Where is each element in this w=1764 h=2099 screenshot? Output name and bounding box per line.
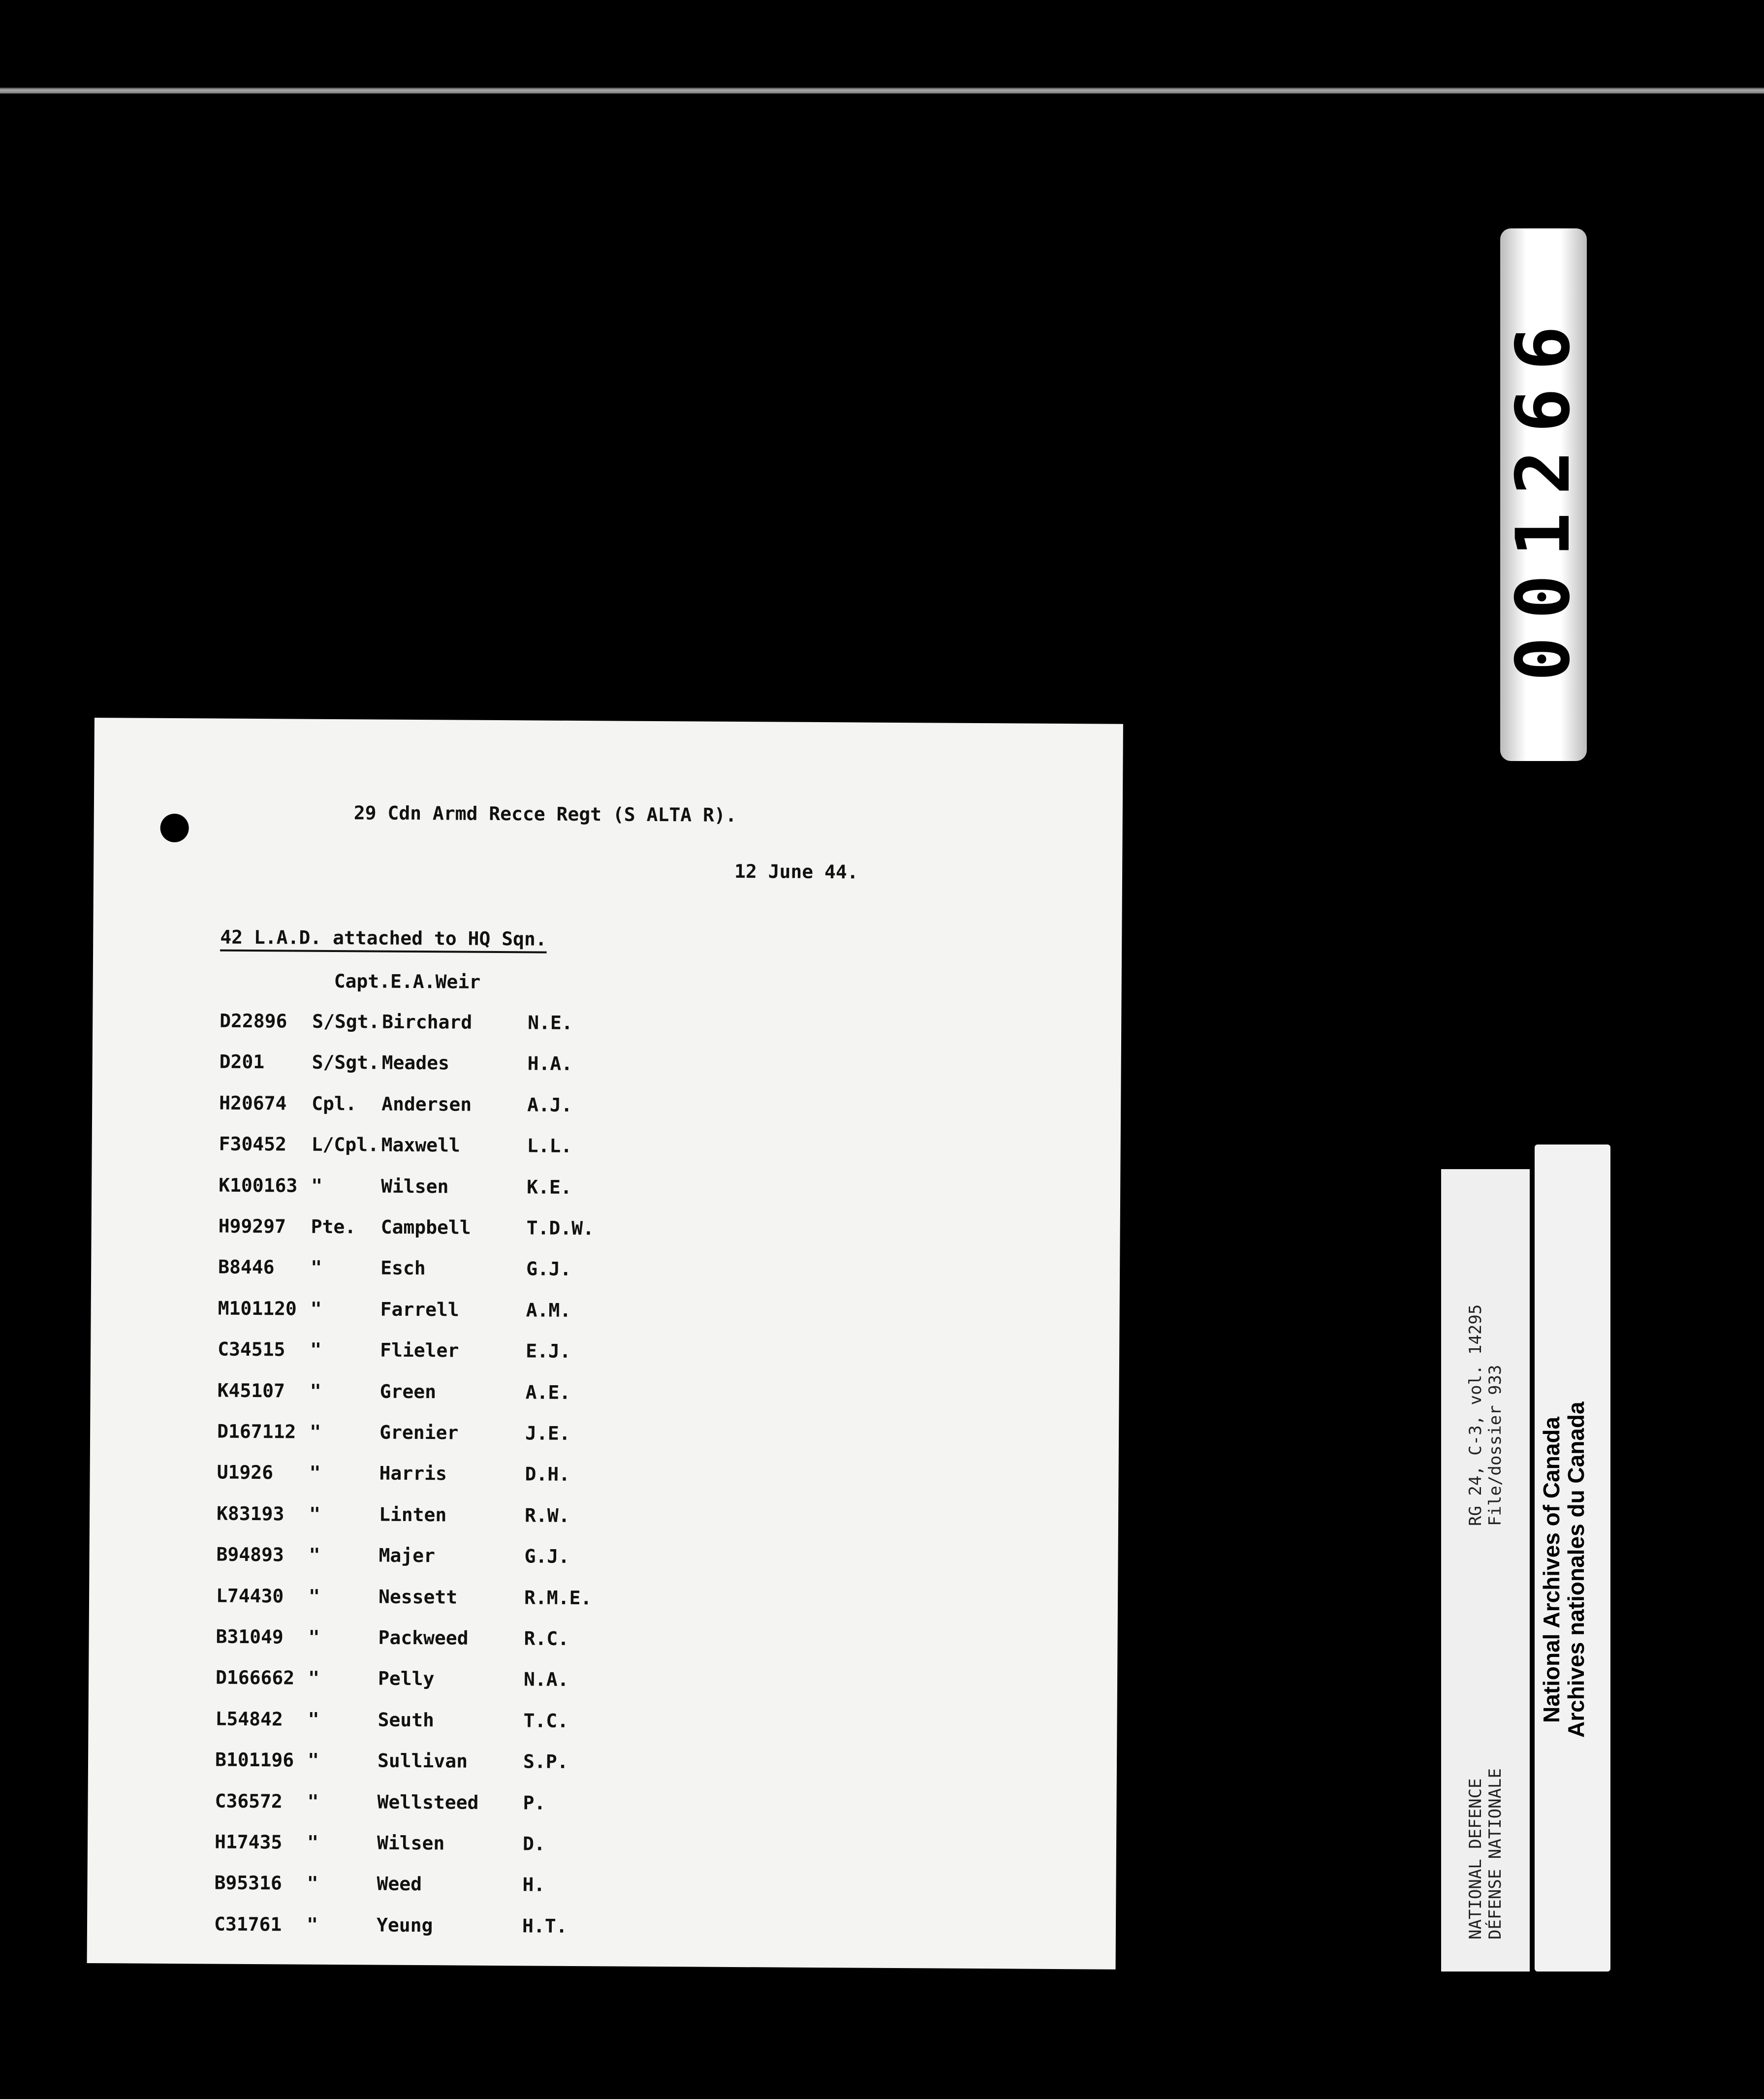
personnel-rank: " (310, 1421, 321, 1443)
personnel-number: K100163 (219, 1174, 298, 1197)
personnel-rank: " (308, 1708, 319, 1730)
personnel-number: U1926 (217, 1461, 274, 1484)
personnel-name: Nessett (378, 1586, 458, 1608)
personnel-initials: N.E. (528, 1012, 573, 1034)
personnel-initials: A.M. (526, 1299, 571, 1321)
personnel-initials: E.J. (526, 1340, 571, 1363)
personnel-initials: R.W. (524, 1504, 570, 1527)
film-edge-line (0, 88, 1764, 94)
personnel-name: Green (379, 1380, 437, 1402)
personnel-initials: D. (522, 1833, 545, 1855)
personnel-rank: Pte. (311, 1215, 356, 1238)
archives-name-fr: Archives nationales du Canada (1563, 1401, 1589, 1738)
personnel-initials: T.C. (523, 1710, 569, 1732)
personnel-number: L74430 (216, 1585, 284, 1607)
personnel-initials: R.M.E. (524, 1586, 592, 1609)
punch-hole (160, 814, 189, 842)
personnel-initials: A.E. (525, 1381, 571, 1403)
personnel-initials: T.D.W. (526, 1217, 595, 1240)
personnel-number: K83193 (216, 1502, 284, 1525)
personnel-initials: H.A. (527, 1052, 573, 1075)
personnel-name: Wilsen (381, 1175, 449, 1198)
personnel-initials: G.J. (526, 1258, 571, 1280)
personnel-name: Birchard (382, 1011, 472, 1033)
personnel-rank: " (311, 1175, 323, 1197)
personnel-number: B101196 (215, 1749, 294, 1771)
personnel-initials: D.H. (525, 1463, 570, 1486)
personnel-name: Esch (380, 1257, 426, 1279)
personnel-name: Seuth (378, 1709, 435, 1731)
personnel-initials: J.E. (525, 1422, 570, 1444)
personnel-initials: R.C. (524, 1627, 569, 1650)
personnel-number: K45107 (217, 1379, 285, 1401)
personnel-number: H99297 (218, 1215, 286, 1238)
personnel-initials: P. (523, 1791, 546, 1814)
personnel-initials: L.L. (527, 1135, 572, 1157)
personnel-rank: " (307, 1790, 319, 1813)
personnel-name: Yeung (376, 1914, 433, 1937)
archives-name-en: National Archives of Canada (1539, 1416, 1564, 1723)
frame-number: 001266 (1501, 308, 1586, 681)
personnel-rank: " (309, 1503, 321, 1525)
personnel-rank: " (310, 1380, 321, 1402)
personnel-rank: " (308, 1667, 320, 1689)
personnel-rank: S/Sgt. (312, 1010, 380, 1033)
personnel-rank: " (307, 1749, 319, 1772)
personnel-initials: N.A. (523, 1668, 569, 1691)
personnel-name: Flieler (380, 1339, 459, 1362)
department-name-fr: DÉFENSE NATIONALE (1485, 1768, 1505, 1940)
personnel-name: Maxwell (381, 1134, 460, 1156)
personnel-name: Packweed (378, 1626, 469, 1649)
personnel-rank: " (309, 1462, 321, 1484)
personnel-name: Sullivan (377, 1749, 468, 1772)
personnel-rank: " (306, 1913, 318, 1936)
frame-number-strip (1500, 228, 1587, 761)
personnel-initials: A.J. (527, 1094, 572, 1116)
personnel-name: Meades (381, 1051, 450, 1074)
personnel-name: Pelly (378, 1667, 435, 1690)
section-title: 42 L.A.D. attached to HQ Sqn. (220, 926, 547, 950)
archive-reference-line1: RG 24, C-3, vol. 14295 (1466, 1304, 1485, 1526)
personnel-number: B94893 (216, 1543, 284, 1566)
personnel-number: C36572 (215, 1790, 283, 1812)
personnel-rank: Cpl. (312, 1092, 357, 1115)
personnel-rank: " (307, 1831, 319, 1853)
personnel-rank: L/Cpl. (311, 1133, 379, 1156)
personnel-rank: " (308, 1626, 320, 1648)
personnel-rank: " (310, 1298, 322, 1320)
personnel-rank: " (309, 1544, 320, 1566)
archive-reference-line2: File/dossier 933 (1485, 1365, 1505, 1526)
personnel-initials: H. (522, 1874, 545, 1896)
personnel-name: Grenier (379, 1421, 459, 1444)
personnel-number: D22896 (220, 1010, 287, 1032)
personnel-name: Campbell (380, 1216, 471, 1239)
personnel-number: M101120 (218, 1297, 297, 1320)
personnel-name: Harris (379, 1462, 447, 1485)
personnel-initials: G.J. (524, 1545, 570, 1568)
personnel-name: Linten (378, 1503, 447, 1526)
personnel-initials: S.P. (523, 1750, 568, 1773)
personnel-rank: " (308, 1585, 320, 1607)
personnel-number: B95316 (214, 1872, 282, 1894)
personnel-number: C31761 (214, 1913, 282, 1936)
personnel-number: D167112 (217, 1420, 296, 1443)
officer-name: Capt.E.A.Weir (334, 970, 481, 993)
personnel-number: L54842 (215, 1708, 283, 1730)
personnel-number: D166662 (215, 1666, 295, 1689)
personnel-number: B31049 (216, 1625, 284, 1648)
personnel-name: Majer (378, 1544, 436, 1567)
personnel-name: Wilsen (377, 1832, 445, 1854)
personnel-number: H17435 (214, 1831, 283, 1853)
document-date: 12 June 44. (734, 860, 858, 883)
personnel-initials: K.E. (527, 1176, 572, 1198)
personnel-rank: " (310, 1338, 322, 1361)
personnel-name: Weed (377, 1873, 422, 1895)
document-heading: 29 Cdn Armd Recce Regt (S ALTA R). (353, 802, 737, 826)
personnel-number: D201 (219, 1050, 265, 1073)
department-name-en: NATIONAL DEFENCE (1466, 1778, 1485, 1940)
personnel-name: Wellsteed (377, 1791, 479, 1813)
personnel-name: Andersen (381, 1093, 472, 1115)
personnel-name: Farrell (380, 1298, 459, 1321)
personnel-rank: " (311, 1257, 322, 1279)
personnel-number: H20674 (219, 1092, 287, 1114)
personnel-number: B8446 (218, 1256, 275, 1278)
personnel-rank: S/Sgt. (312, 1051, 380, 1074)
personnel-number: F30452 (219, 1133, 287, 1155)
personnel-initials: H.T. (522, 1915, 567, 1937)
document-page (87, 718, 1123, 1970)
personnel-rank: " (307, 1873, 318, 1895)
personnel-number: C34515 (218, 1338, 285, 1361)
